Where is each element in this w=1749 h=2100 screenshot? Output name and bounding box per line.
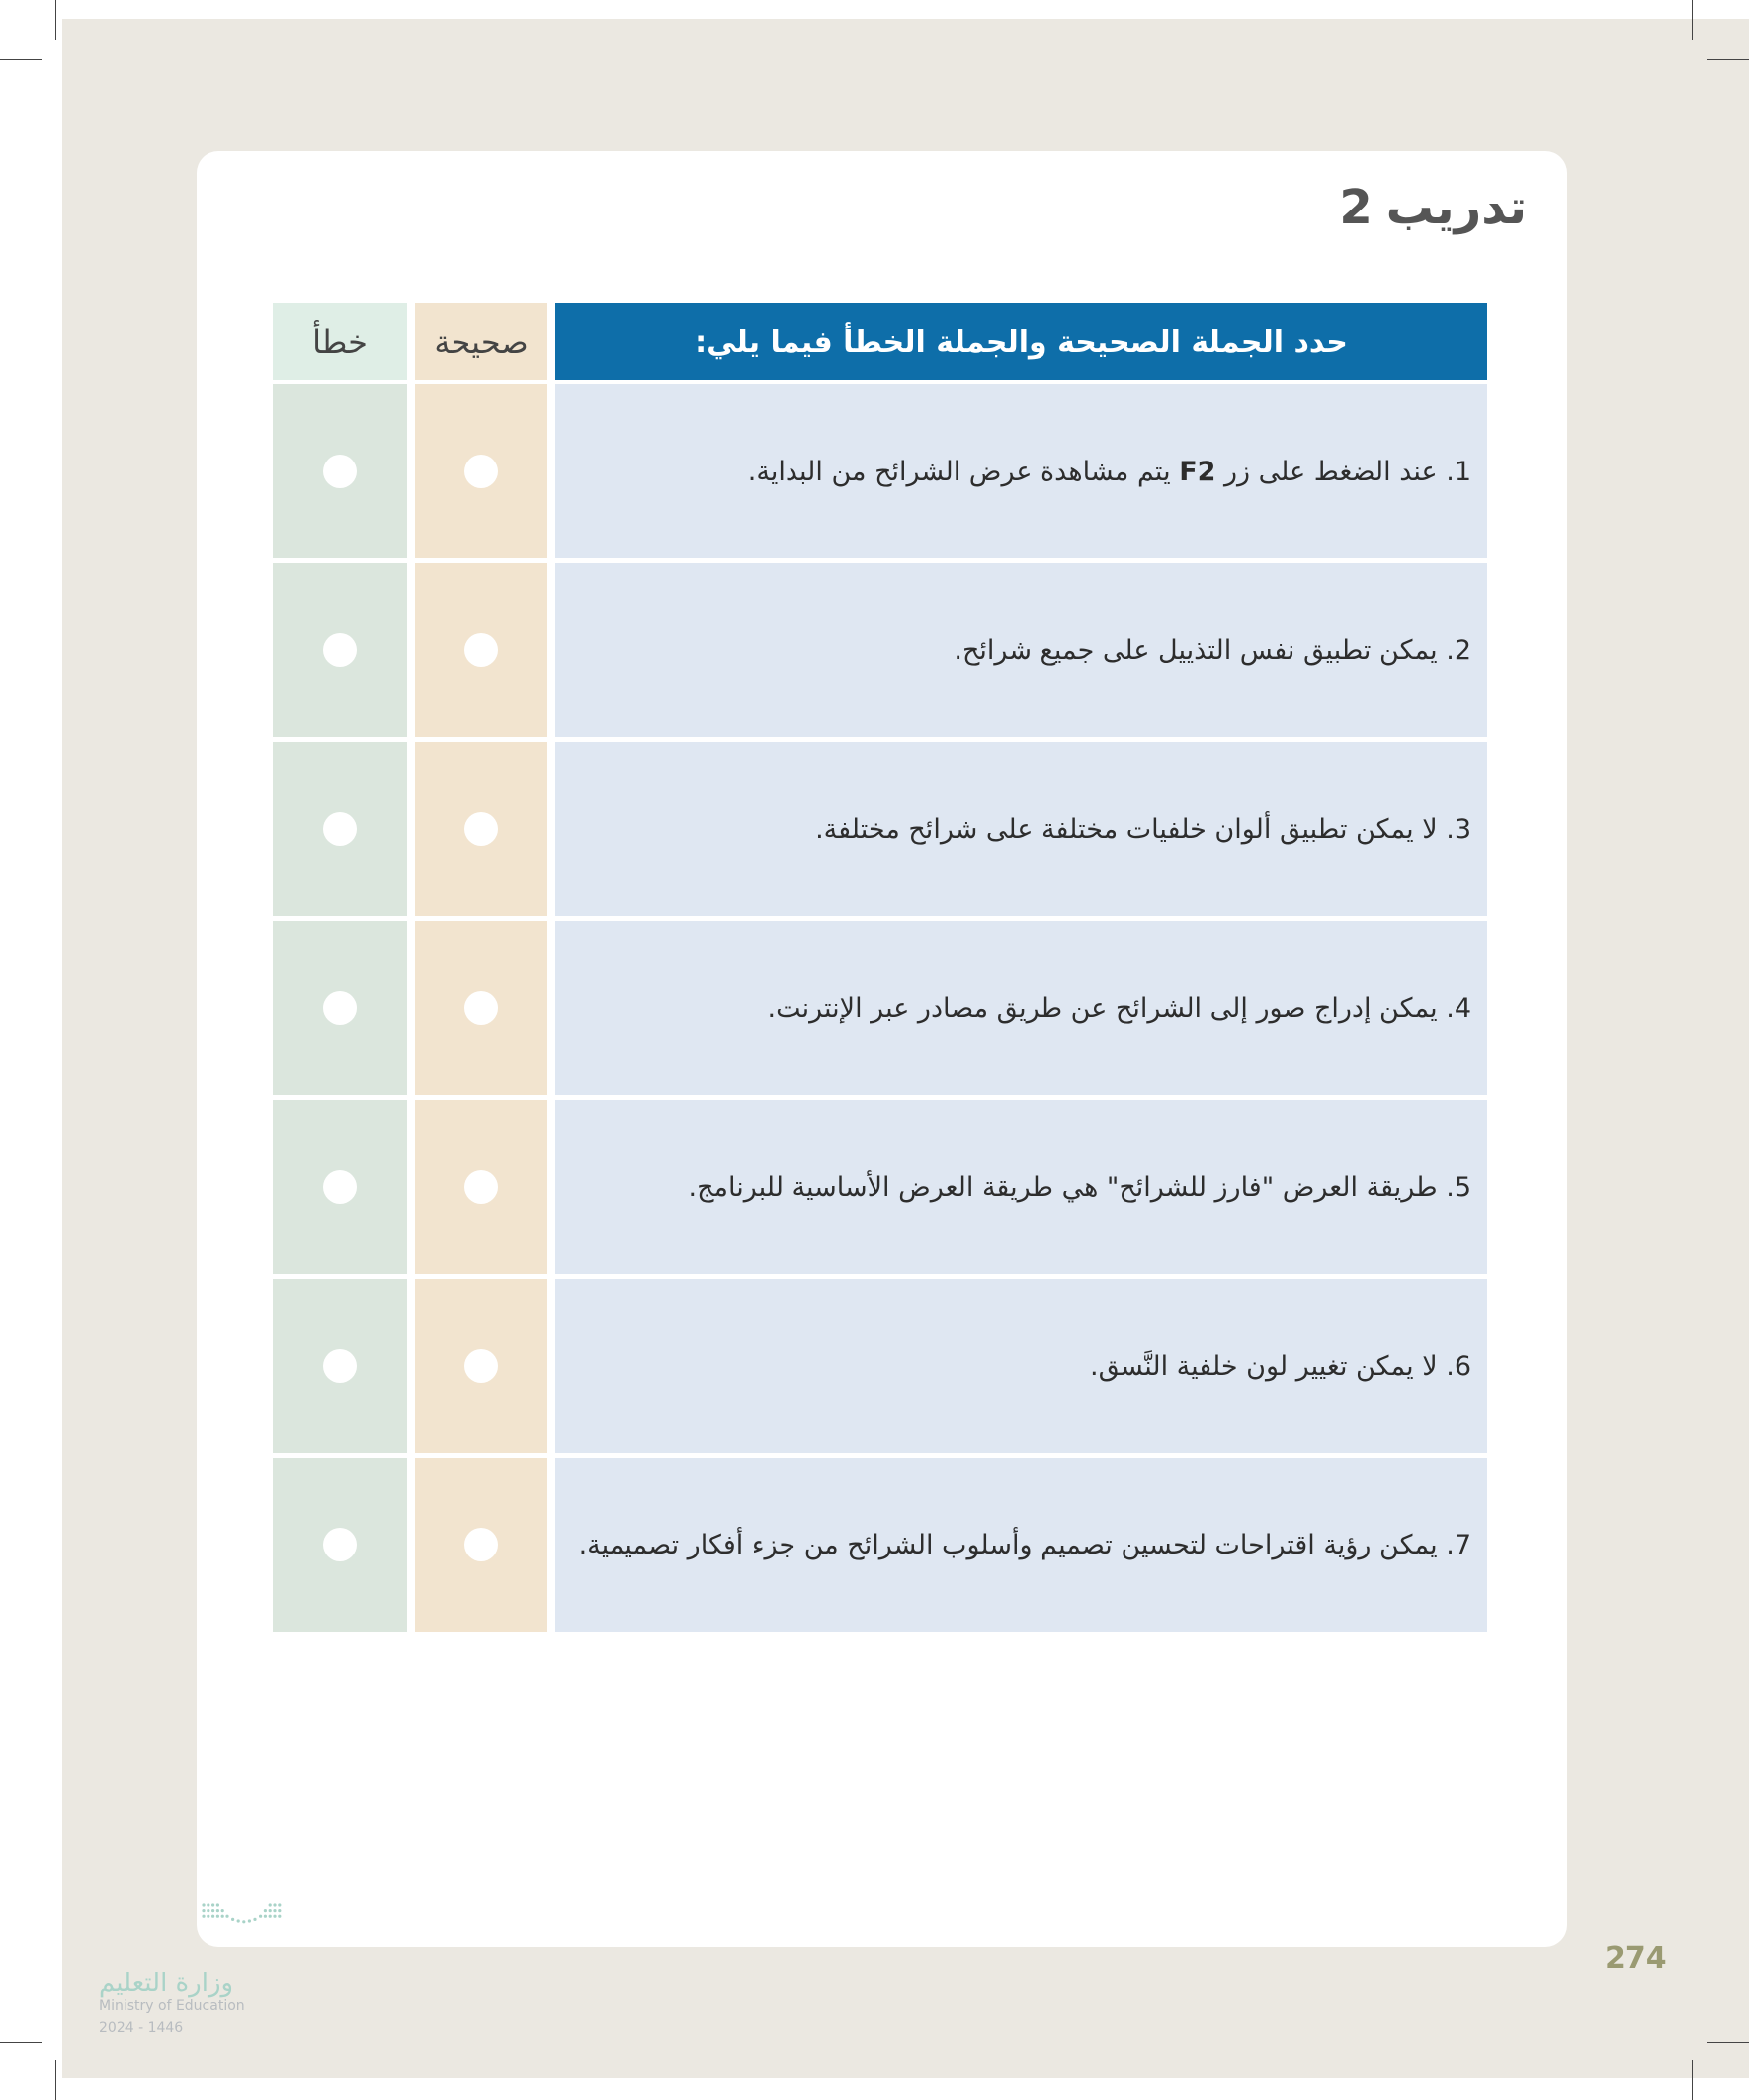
table-row [273, 742, 1487, 916]
crop-mark [0, 59, 42, 60]
true-radio[interactable] [464, 633, 498, 667]
question-cell [555, 384, 1487, 558]
table-row [273, 1458, 1487, 1632]
key-label: F2 [1179, 456, 1216, 487]
false-radio[interactable] [323, 1528, 357, 1561]
false-cell [273, 1458, 407, 1632]
false-cell [273, 563, 407, 737]
question-text: 2. يمكن تطبيق نفس التذييل على جميع شرائح. [954, 634, 1471, 666]
true-cell [415, 1100, 547, 1274]
ministry-name-en: Ministry of Education [99, 1998, 245, 2014]
true-radio[interactable] [464, 1170, 498, 1204]
crop-mark [1692, 0, 1693, 40]
question-cell [555, 742, 1487, 916]
true-radio[interactable] [464, 1349, 498, 1383]
true-cell [415, 384, 547, 558]
true-cell [415, 921, 547, 1095]
crop-mark [55, 0, 56, 40]
question-cell [555, 1100, 1487, 1274]
question-text: 4. يمكن إدراج صور إلى الشرائح عن طريق مصادر عبر الإنترنت. [767, 992, 1471, 1024]
table-row [273, 563, 1487, 737]
exercise-title-number: 2 [1339, 180, 1373, 235]
crop-mark [0, 2042, 42, 2043]
question-cell [555, 1458, 1487, 1632]
true-cell [415, 1458, 547, 1632]
question-cell [555, 921, 1487, 1095]
ministry-logo-icon [168, 1897, 326, 1957]
false-radio[interactable] [323, 1170, 357, 1204]
edition-year: 2024 - 1446 [99, 2020, 184, 2036]
false-cell [273, 742, 407, 916]
question-text: 5. طريقة العرض "فارز للشرائح" هي طريقة العرض الأساسية للبرنامج. [688, 1171, 1471, 1203]
true-radio[interactable] [464, 455, 498, 488]
page-number: 274 [1605, 1941, 1667, 1975]
crop-mark [1707, 59, 1749, 60]
false-radio[interactable] [323, 812, 357, 846]
question-text: 1. عند الضغط على زر F2 يتم مشاهدة عرض الشرائح من البداية. [747, 456, 1471, 487]
table-row [273, 384, 1487, 558]
false-radio[interactable] [323, 633, 357, 667]
exercise-title-word: تدريب [1385, 180, 1527, 235]
false-cell [273, 1279, 407, 1453]
false-radio[interactable] [323, 991, 357, 1025]
crop-mark [55, 2060, 56, 2100]
true-radio[interactable] [464, 1528, 498, 1561]
question-cell [555, 563, 1487, 737]
false-cell [273, 384, 407, 558]
true-cell [415, 742, 547, 916]
true-cell [415, 1279, 547, 1453]
table-row [273, 1100, 1487, 1274]
ministry-name-ar: وزارة التعليم [99, 1969, 234, 1998]
false-cell [273, 1100, 407, 1274]
false-cell [273, 921, 407, 1095]
true-radio[interactable] [464, 991, 498, 1025]
header-true: صحيحة [415, 303, 547, 380]
true-cell [415, 563, 547, 737]
table-row [273, 1279, 1487, 1453]
crop-mark [1692, 2060, 1693, 2100]
question-text: 6. لا يمكن تغيير لون خلفية النَّسق. [1090, 1350, 1471, 1382]
question-cell [555, 1279, 1487, 1453]
true-radio[interactable] [464, 812, 498, 846]
header-false: خطأ [273, 303, 407, 380]
false-radio[interactable] [323, 1349, 357, 1383]
crop-mark [1707, 2042, 1749, 2043]
exercise-title [1339, 180, 1527, 235]
table-row [273, 921, 1487, 1095]
question-text: 3. لا يمكن تطبيق ألوان خلفيات مختلفة على شرائح مختلفة. [815, 813, 1471, 845]
header-question: حدد الجملة الصحيحة والجملة الخطأ فيما يلي: [555, 303, 1487, 380]
false-radio[interactable] [323, 455, 357, 488]
question-text: 7. يمكن رؤية اقتراحات لتحسين تصميم وأسلوب الشرائح من جزء أفكار تصميمية. [578, 1529, 1471, 1560]
table-header [273, 303, 1487, 380]
